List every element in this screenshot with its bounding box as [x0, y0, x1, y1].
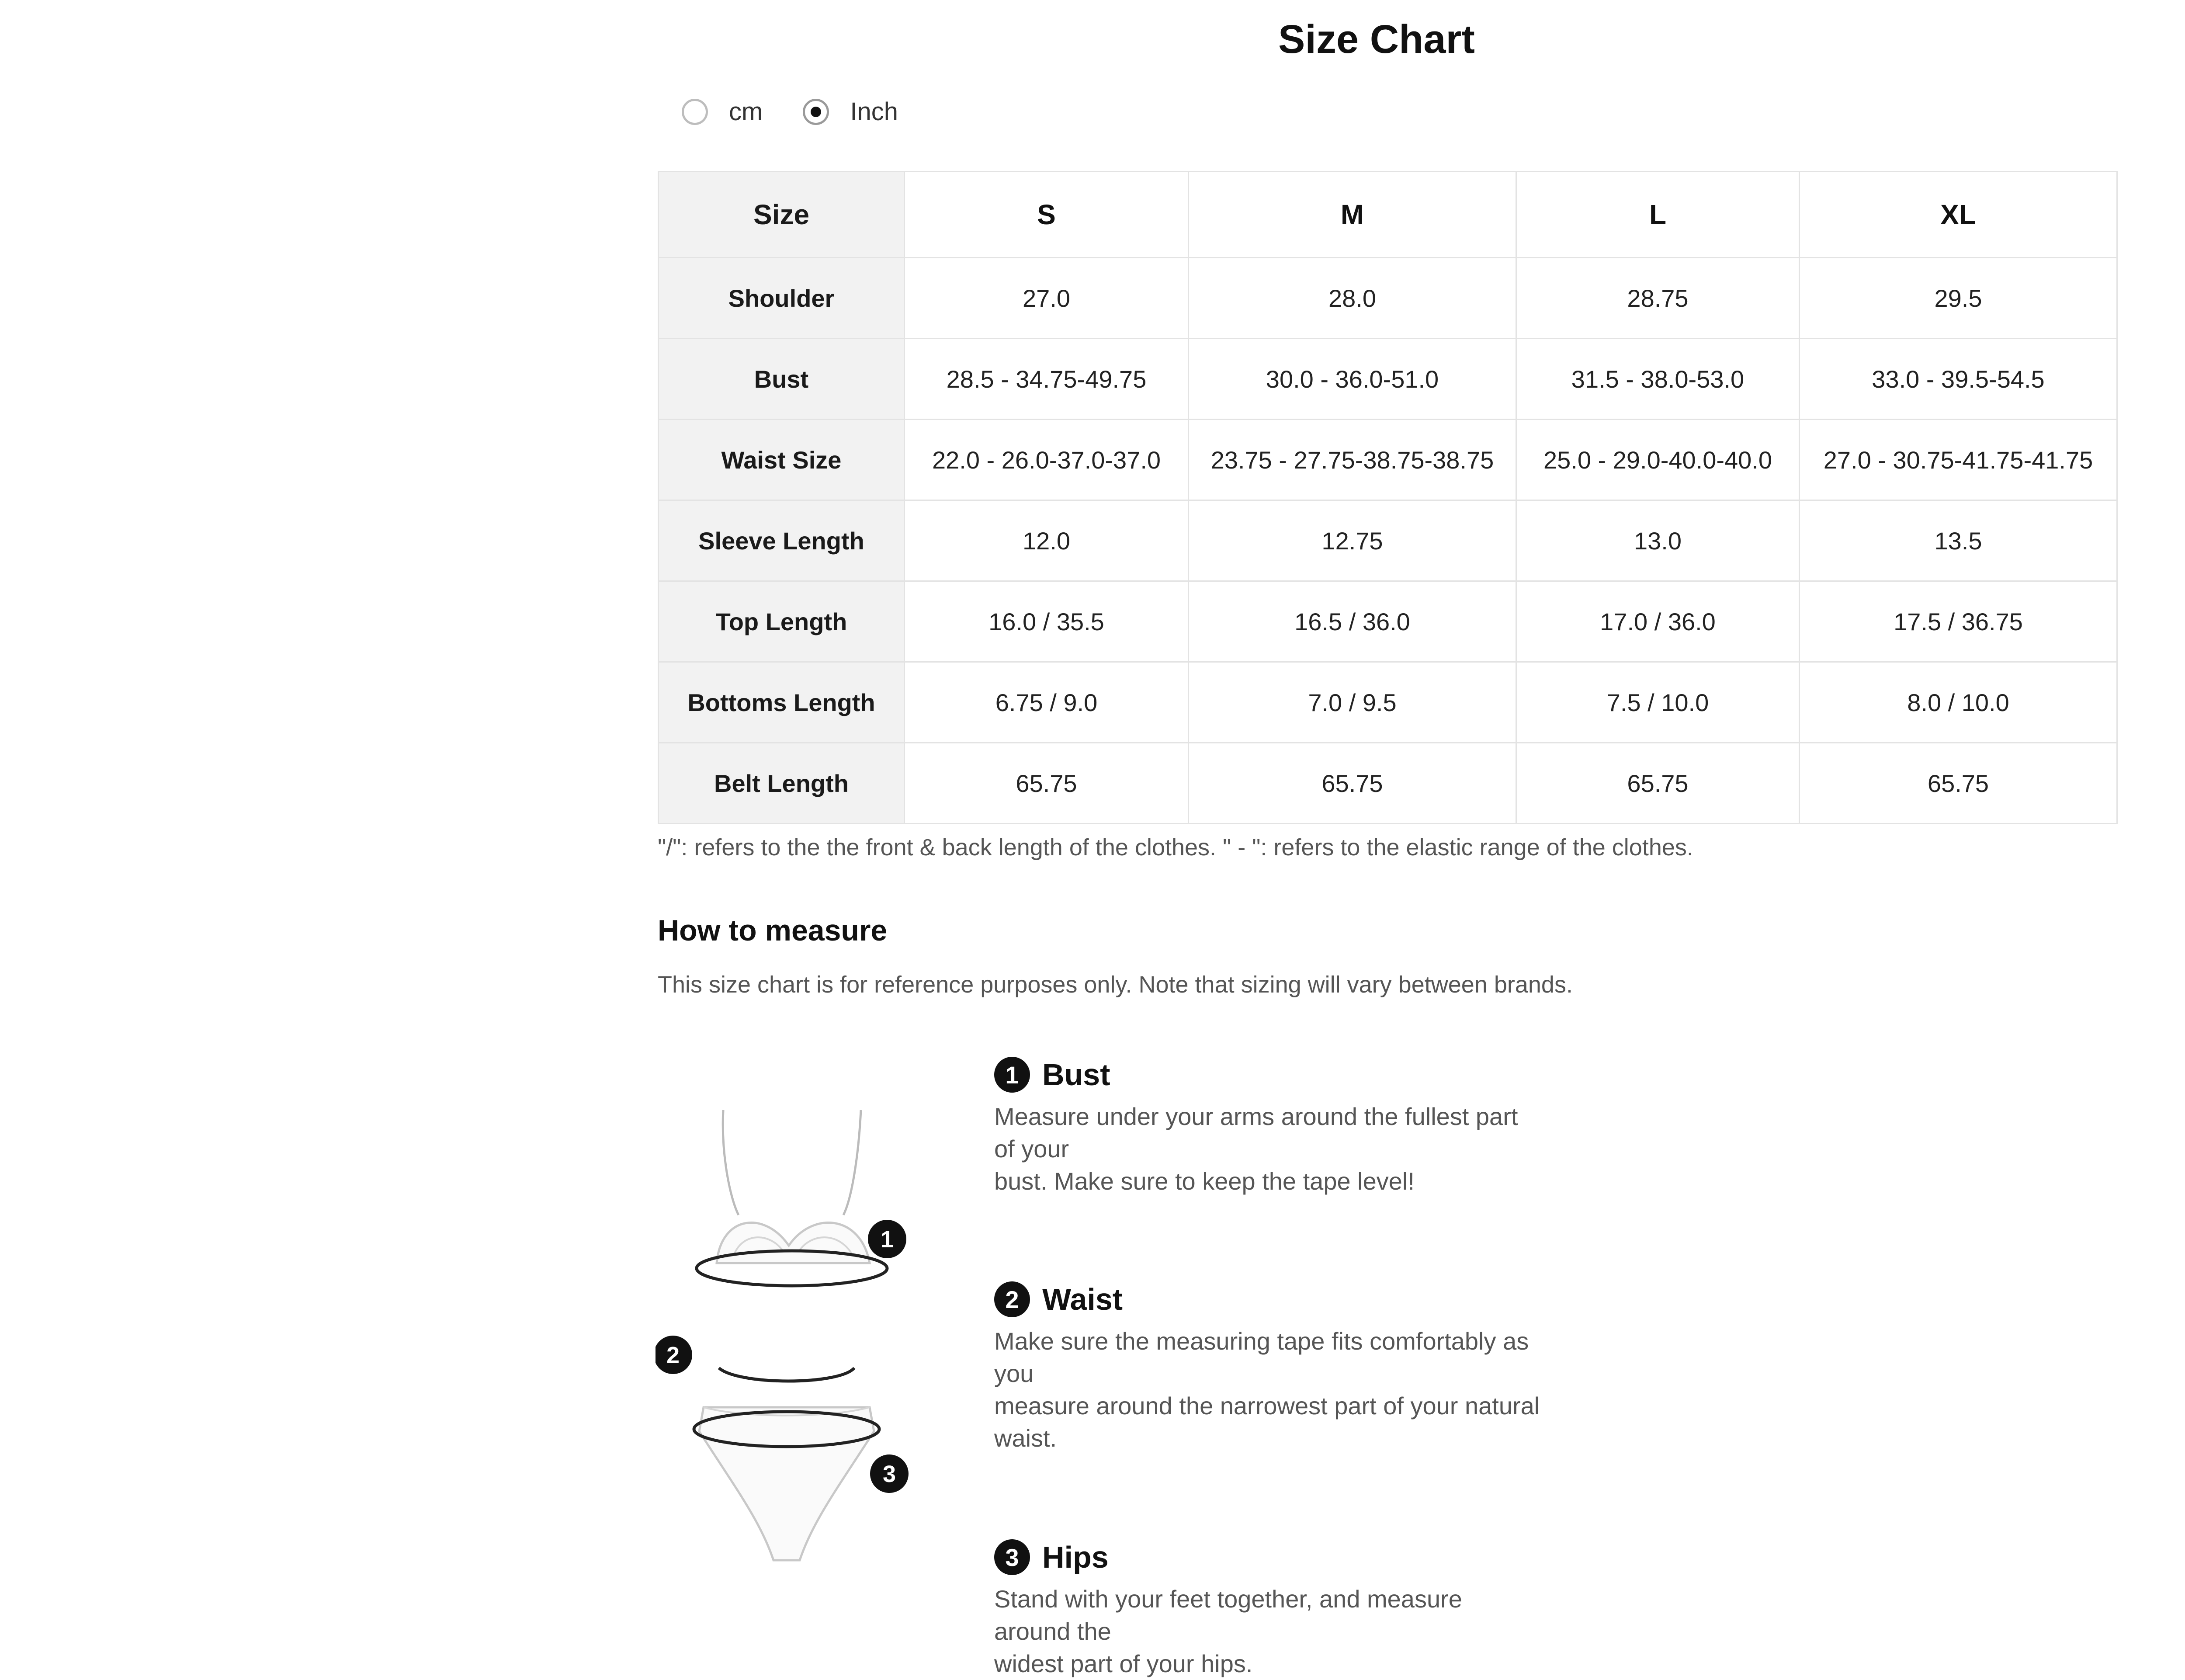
table-row: [659, 581, 2117, 662]
table-cell: 28.5 - 34.75-49.75: [905, 339, 1189, 420]
table-cell: 7.5 / 10.0: [1516, 662, 1800, 743]
table-footnote: "/": refers to the the front & back length of the clothes. " - ": refers to the elastic range of the clothes.: [658, 834, 1693, 861]
unit-option-inch[interactable]: [803, 97, 898, 126]
size-table: [658, 171, 2118, 824]
step-description-line: waist.: [994, 1424, 1057, 1452]
table-cell: 6.75 / 9.0: [905, 662, 1189, 743]
page-title: Size Chart: [1278, 17, 1475, 62]
how-to-measure-heading: How to measure: [658, 914, 888, 947]
step-title: Waist: [1042, 1282, 1123, 1316]
figure-marker-2: 2: [666, 1342, 680, 1368]
figure-marker-3: 3: [882, 1461, 896, 1487]
bikini-measure-illustration: [656, 1101, 935, 1591]
table-row: [659, 339, 2117, 420]
table-cell: 29.5: [1800, 258, 2117, 339]
measure-step-waist: [994, 1281, 1545, 1454]
table-cell: 33.0 - 39.5-54.5: [1800, 339, 2117, 420]
unit-option-cm[interactable]: [682, 97, 763, 126]
measure-step-bust: [994, 1057, 1545, 1198]
step-number-badge: 1: [994, 1057, 1030, 1093]
figure-marker-1: 1: [880, 1226, 894, 1253]
step-header: [994, 1057, 1545, 1093]
table-cell: 28.0: [1189, 258, 1516, 339]
step-description-line: widest part of your hips.: [994, 1650, 1253, 1677]
table-cell: 17.5 / 36.75: [1800, 581, 2117, 662]
header-m: M: [1189, 172, 1516, 258]
row-label: Belt Length: [659, 743, 905, 824]
step-number-badge: 2: [994, 1281, 1030, 1317]
table-cell: 13.0: [1516, 500, 1800, 581]
radio-cm[interactable]: [682, 99, 708, 125]
table-cell: 13.5: [1800, 500, 2117, 581]
header-size: Size: [659, 172, 905, 258]
step-title: Bust: [1042, 1058, 1110, 1092]
step-description-line: Make sure the measuring tape fits comfortably as you: [994, 1327, 1529, 1387]
step-description-line: Stand with your feet together, and measure around the: [994, 1585, 1462, 1645]
table-row: [659, 500, 2117, 581]
table-cell: 65.75: [1189, 743, 1516, 824]
row-label: Bottoms Length: [659, 662, 905, 743]
step-header: [994, 1539, 1545, 1575]
step-description: [994, 1583, 1545, 1680]
table-row: [659, 420, 2117, 500]
header-xl: XL: [1800, 172, 2117, 258]
step-header: [994, 1281, 1545, 1317]
step-description-line: Measure under your arms around the fullest part of your: [994, 1103, 1518, 1163]
row-label: Sleeve Length: [659, 500, 905, 581]
step-number-badge: 3: [994, 1539, 1030, 1575]
table-cell: 16.5 / 36.0: [1189, 581, 1516, 662]
table-cell: 23.75 - 27.75-38.75-38.75: [1189, 420, 1516, 500]
table-row: [659, 258, 2117, 339]
step-description-line: bust. Make sure to keep the tape level!: [994, 1167, 1415, 1195]
row-label: Waist Size: [659, 420, 905, 500]
row-label: Top Length: [659, 581, 905, 662]
table-cell: 17.0 / 36.0: [1516, 581, 1800, 662]
table-cell: 25.0 - 29.0-40.0-40.0: [1516, 420, 1800, 500]
table-cell: 28.75: [1516, 258, 1800, 339]
radio-inch[interactable]: [803, 99, 829, 125]
measure-step-hips: [994, 1539, 1545, 1680]
unit-label-inch: Inch: [850, 97, 898, 126]
table-cell: 8.0 / 10.0: [1800, 662, 2117, 743]
header-l: L: [1516, 172, 1800, 258]
row-label: Shoulder: [659, 258, 905, 339]
table-cell: 27.0: [905, 258, 1189, 339]
step-description: [994, 1325, 1545, 1454]
table-cell: 30.0 - 36.0-51.0: [1189, 339, 1516, 420]
table-cell: 65.75: [1516, 743, 1800, 824]
how-to-measure-subtitle: This size chart is for reference purposes only. Note that sizing will vary between brands.: [658, 972, 1573, 998]
table-header-row: [659, 172, 2117, 258]
table-row: [659, 743, 2117, 824]
table-cell: 65.75: [1800, 743, 2117, 824]
header-s: S: [905, 172, 1189, 258]
table-cell: 27.0 - 30.75-41.75-41.75: [1800, 420, 2117, 500]
table-cell: 12.75: [1189, 500, 1516, 581]
table-cell: 31.5 - 38.0-53.0: [1516, 339, 1800, 420]
row-label: Bust: [659, 339, 905, 420]
table-cell: 7.0 / 9.5: [1189, 662, 1516, 743]
step-title: Hips: [1042, 1540, 1109, 1574]
unit-toggle: [682, 97, 938, 126]
table-cell: 65.75: [905, 743, 1189, 824]
table-cell: 12.0: [905, 500, 1189, 581]
step-description-line: measure around the narrowest part of your natural: [994, 1392, 1540, 1420]
table-cell: 16.0 / 35.5: [905, 581, 1189, 662]
table-row: [659, 662, 2117, 743]
table-cell: 22.0 - 26.0-37.0-37.0: [905, 420, 1189, 500]
unit-label-cm: cm: [729, 97, 763, 126]
step-description: [994, 1100, 1545, 1198]
